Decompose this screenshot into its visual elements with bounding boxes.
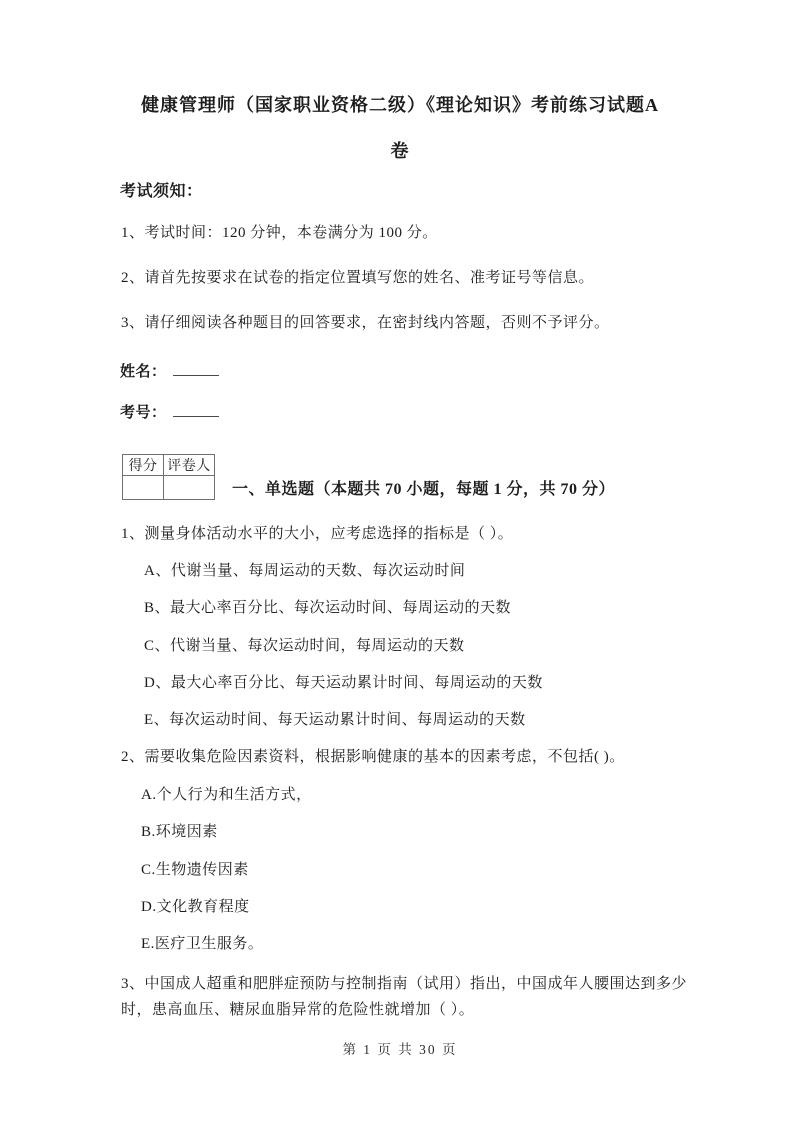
question-1-option-b: B、最大心率百分比、每次运动时间、每周运动的天数 — [144, 600, 512, 616]
question-2-option-d: D.文化教育程度 — [141, 899, 250, 915]
score-table-cell-grader — [164, 476, 215, 500]
score-table-header-grader: 评卷人 — [164, 455, 215, 476]
exam-notice-heading: 考试须知： — [120, 183, 203, 200]
question-1-text: 1、测量身体活动水平的大小，应考虑选择的指标是（ ）。 — [121, 526, 514, 542]
notice-item-2: 2、请首先按要求在试卷的指定位置填写您的姓名、准考证号等信息。 — [121, 270, 595, 286]
question-2-text: 2、需要收集危险因素资料，根据影响健康的基本的因素考虑，不包括( )。 — [121, 749, 625, 765]
question-1-option-e: E、每次运动时间、每天运动累计时间、每周运动的天数 — [144, 712, 526, 728]
section-heading-single-choice: 一、单选题（本题共 70 小题，每题 1 分，共 70 分） — [232, 481, 616, 498]
question-2-option-b: B.环境因素 — [141, 824, 218, 840]
question-1-option-c: C、代谢当量、每次运动时间，每周运动的天数 — [144, 638, 465, 654]
score-table-header-score: 得分 — [123, 455, 164, 476]
question-2-option-e: E.医疗卫生服务。 — [141, 936, 264, 952]
exam-no-field — [120, 401, 219, 422]
question-3-text: 3、中国成人超重和肥胖症预防与控制指南（试用）指出，中国成年人腰围达到多少时，患高血压、糖尿血脂异常的危险性就增加（ ）。 — [121, 976, 688, 1018]
exam-no-label: 考号： — [120, 405, 167, 421]
question-1-option-a: A、代谢当量、每周运动的天数、每次运动时间 — [144, 563, 466, 579]
exam-no-blank — [173, 404, 219, 417]
name-blank — [173, 363, 219, 376]
page-footer: 第 1 页 共 30 页 — [342, 1042, 458, 1057]
notice-item-1: 1、考试时间：120 分钟，本卷满分为 100 分。 — [121, 225, 438, 241]
page-title-line-2: 卷 — [390, 141, 410, 161]
question-1-option-d: D、最大心率百分比、每天运动累计时间、每周运动的天数 — [144, 675, 543, 691]
question-2-option-a: A.个人行为和生活方式， — [141, 787, 312, 803]
page-title-line-1: 健康管理师（国家职业资格二级）《理论知识》考前练习试题A — [141, 95, 659, 115]
score-table-cell-score — [123, 476, 164, 500]
name-label: 姓名： — [120, 364, 167, 380]
name-field — [120, 360, 219, 381]
question-2-option-c: C.生物遗传因素 — [141, 862, 249, 878]
score-table — [122, 454, 215, 500]
notice-item-3: 3、请仔细阅读各种题目的回答要求，在密封线内答题，否则不予评分。 — [121, 315, 610, 331]
